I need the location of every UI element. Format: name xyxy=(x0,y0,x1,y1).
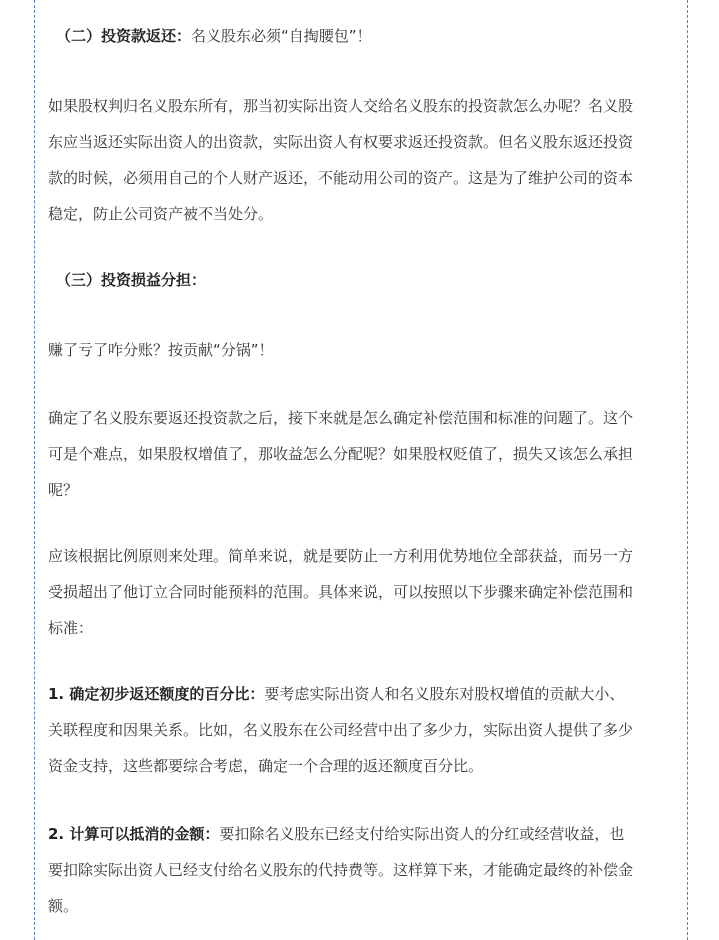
step-text: 要扣除名义股东已经支付给实际出资人的分红或经营收益，也 xyxy=(219,825,625,843)
paragraph-profit-question xyxy=(48,332,680,368)
section-heading-bold: （二）投资款返还： xyxy=(56,27,192,45)
paragraph-line: 标准： xyxy=(48,619,94,637)
paragraph-line: 资金支持，这些都要综合考虑，确定一个合理的返还额度百分比。 xyxy=(48,757,484,775)
paragraph-line: 可是个难点，如果股权增值了，那收益怎么分配呢？如果股权贬值了，损失又该怎么承担 xyxy=(48,445,634,463)
paragraph-proportionality xyxy=(48,538,680,646)
paragraph-line: 关联程度和因果关系。比如，名义股东在公司经营中出了多少力，实际出资人提供了多少 xyxy=(48,721,634,739)
step-first-line xyxy=(48,676,680,712)
paragraph-line: 赚了亏了咋分账？按贡献“分锅”！ xyxy=(48,341,274,359)
section-heading-bold: （三）投资损益分担： xyxy=(56,271,207,289)
step-text: 要考虑实际出资人和名义股东对股权增值的贡献大小、 xyxy=(264,685,625,703)
paragraph-line: 稳定，防止公司资产被不当处分。 xyxy=(48,205,274,223)
section-heading-investment-return xyxy=(56,18,688,54)
section-heading-text: 名义股东必须“自掏腰包”！ xyxy=(191,27,372,45)
paragraph-line: 东应当返还实际出资人的出资款，实际出资人有权要求返还投资款。但名义股东返还投资 xyxy=(48,133,634,151)
step-first-line xyxy=(48,816,680,852)
paragraph-line: 确定了名义股东要返还投资款之后，接下来就是怎么确定补偿范围和标准的问题了。这个 xyxy=(48,409,634,427)
step-item-2 xyxy=(48,816,680,924)
step-title: 2. 计算可以抵消的金额： xyxy=(48,825,220,843)
paragraph-return-funds xyxy=(48,88,680,232)
paragraph-line: 款的时候，必须用自己的个人财产返还，不能动用公司的资产。这是为了维护公司的资本 xyxy=(48,169,634,187)
paragraph-line: 受损超出了他订立合同时能预料的范围。具体来说，可以按照以下步骤来确定补偿范围和 xyxy=(48,583,634,601)
paragraph-compensation-scope xyxy=(48,400,680,508)
paragraph-line: 呢？ xyxy=(48,481,79,499)
paragraph-line: 要扣除实际出资人已经支付给名义股东的代持费等。这样算下来，才能确定最终的补偿金 xyxy=(48,861,634,879)
paragraph-line: 应该根据比例原则来处理。简单来说，就是要防止一方利用优势地位全部获益，而另一方 xyxy=(48,547,634,565)
step-item-1 xyxy=(48,676,680,784)
step-title: 1. 确定初步返还额度的百分比： xyxy=(48,685,265,703)
section-heading-profit-loss xyxy=(56,262,688,298)
paragraph-line: 如果股权判归名义股东所有，那当初实际出资人交给名义股东的投资款怎么办呢？名义股 xyxy=(48,97,634,115)
paragraph-line: 额。 xyxy=(48,897,79,915)
